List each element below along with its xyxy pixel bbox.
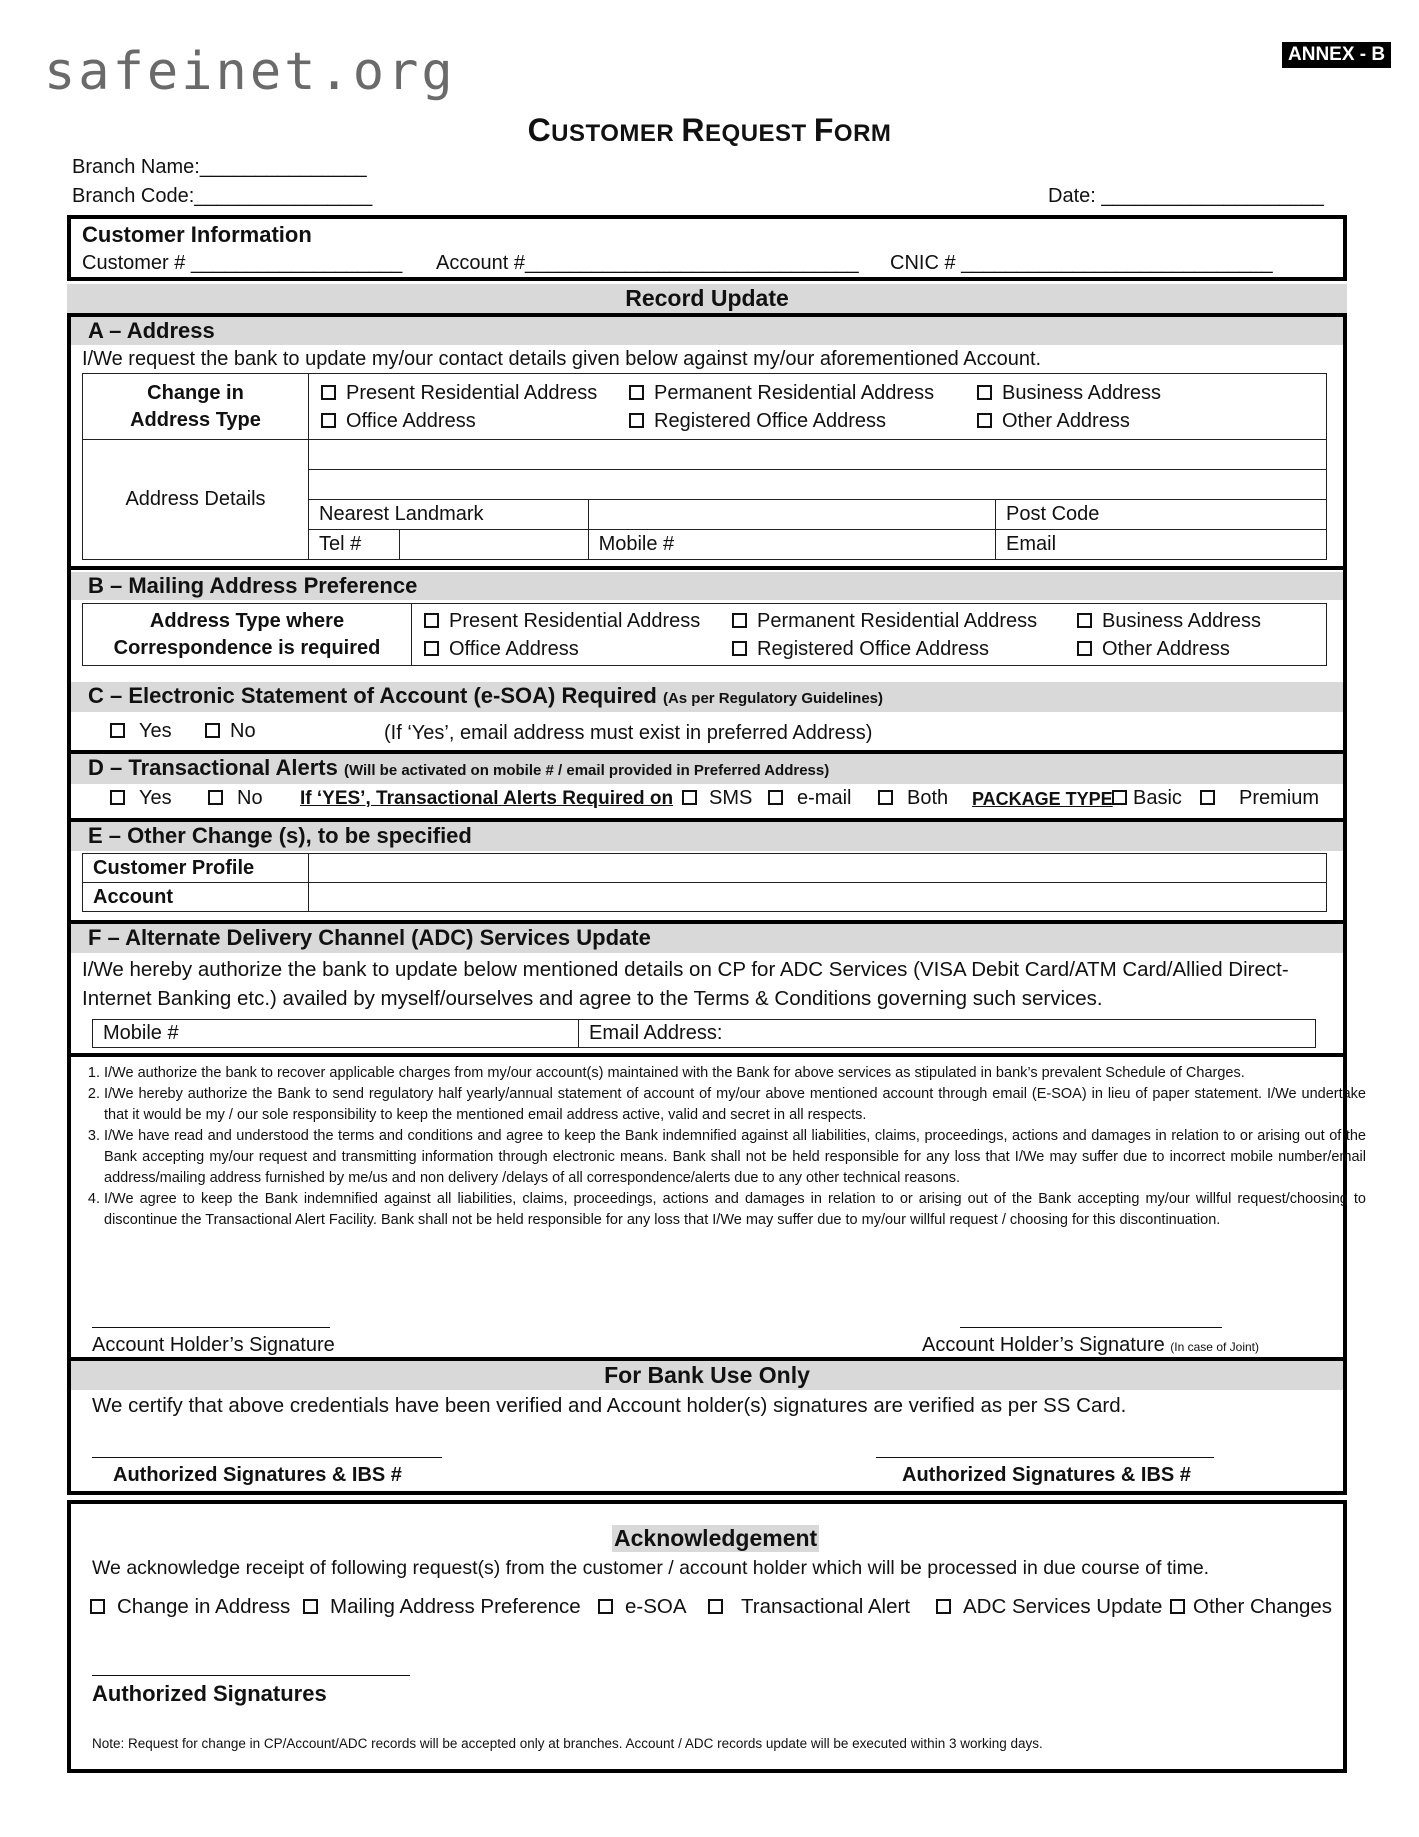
record-update-heading: Record Update: [625, 285, 789, 311]
bank-auth-signature-2: Authorized Signatures & IBS #: [902, 1464, 1191, 1486]
divider-ab: [67, 566, 1347, 570]
checkbox-icon[interactable]: [1077, 641, 1092, 656]
nearest-landmark-label: Nearest Landmark: [309, 500, 589, 530]
customer-number-field[interactable]: Customer # ___________________: [82, 252, 403, 274]
joint-signature-label: [922, 1334, 1259, 1357]
address-details-label: Address Details: [83, 440, 309, 560]
package-basic[interactable]: [1112, 787, 1182, 810]
b-option-label: Office Address: [449, 637, 579, 660]
term-item: 2. I/We hereby authorize the Bank to send regulatory half yearly/annual statement of account of my/our above mentioned account through email (E-SOA) in lieu of paper statement. I/We undertake that it would be my / our sole responsibility to keep the mentioned email address active, valid and secret in all respects.: [104, 1084, 1366, 1126]
section-c-heading: [88, 683, 883, 709]
alerts-yes-label: Yes: [139, 787, 172, 809]
adc-table: [92, 1019, 1316, 1048]
mobile-field[interactable]: Mobile #: [588, 530, 995, 560]
customer-profile-label: Customer Profile: [83, 854, 309, 883]
section-b-heading: B – Mailing Address Preference: [88, 573, 418, 598]
change-address-type-label: [83, 374, 309, 440]
bank-use-heading: For Bank Use Only: [604, 1362, 810, 1388]
b-option-label: Registered Office Address: [757, 637, 989, 660]
a-option-office[interactable]: [321, 407, 629, 435]
tel-input[interactable]: [400, 530, 589, 560]
branch-code-field[interactable]: Branch Code:________________: [72, 185, 373, 207]
other-change-table: [82, 853, 1327, 912]
a-option-business[interactable]: [977, 379, 1161, 407]
section-c-title: C – Electronic Statement of Account (e-SOA) Required: [88, 683, 657, 708]
section-e-heading: E – Other Change (s), to be specified: [88, 823, 472, 848]
ack-item-label: e-SOA: [625, 1595, 687, 1618]
checkbox-icon[interactable]: [1077, 613, 1092, 628]
checkbox-icon[interactable]: [878, 790, 893, 805]
checkbox-icon[interactable]: [732, 641, 747, 656]
adc-email-field[interactable]: Email Address:: [579, 1020, 1316, 1048]
package-premium-label: Premium: [1239, 787, 1320, 809]
ack-item-label: Change in Address: [117, 1595, 291, 1618]
ack-item-label: Other Changes: [1193, 1595, 1333, 1618]
b-option-label: Business Address: [1102, 609, 1261, 632]
address-table: [82, 373, 1327, 560]
address-line-1[interactable]: [309, 440, 1327, 470]
section-c-note: (As per Regulatory Guidelines): [662, 690, 883, 707]
a-option-present[interactable]: [321, 379, 629, 407]
account-number-field[interactable]: Account #______________________________: [436, 252, 859, 274]
title-orm: ORM: [833, 120, 892, 147]
esoa-yes-label: Yes: [139, 720, 172, 742]
watermark: safeinet.org: [44, 42, 456, 102]
ack-mailing-preference[interactable]: [303, 1595, 598, 1619]
account-change-label: Account: [83, 883, 309, 912]
checkbox-icon[interactable]: [205, 723, 220, 738]
checkbox-icon[interactable]: [321, 385, 336, 400]
esoa-hint: (If ‘Yes’, email address must exist in preferred Address): [384, 722, 873, 744]
checkbox-icon[interactable]: [424, 613, 439, 628]
mailing-label-1: Address Type where: [149, 609, 345, 632]
a-option-label: Office Address: [346, 409, 476, 432]
ack-item-label: Mailing Address Preference: [330, 1595, 581, 1618]
b-option-registered[interactable]: [732, 635, 1077, 663]
adc-mobile-field[interactable]: Mobile #: [93, 1020, 579, 1048]
title-f: F: [813, 112, 834, 148]
checkbox-icon[interactable]: [708, 1599, 723, 1614]
ack-note: Note: Request for change in CP/Account/ADC records will be accepted only at branches. Account / ADC records update will be executed within 3 working days.: [92, 1736, 1043, 1751]
b-option-label: Present Residential Address: [449, 609, 701, 632]
section-d-heading: [88, 755, 829, 781]
b-option-office[interactable]: [424, 635, 732, 663]
checkbox-icon[interactable]: [321, 413, 336, 428]
title-equest: EQUEST: [705, 120, 814, 147]
term-item: 3. I/We have read and understood the terms and conditions and agree to keep the Bank indemnified against all liabilities, claims, proceedings, actions and damages in relation to or arising out of the Bank accepting my/our request and transmitting information through electronic means. Bank shall not be held responsible for any loss that I/We may suffer due to incorrect mobile number/email address/mailing address furnished by me/us and non delivery /delays of all correspondence/alerts due to any other technical reasons.: [104, 1126, 1366, 1189]
a-option-label: Registered Office Address: [654, 409, 886, 432]
a-option-label: Permanent Residential Address: [654, 381, 935, 404]
term-item: 4. I/We agree to keep the Bank indemnified against all liabilities, claims, proceedings, actions and damages in relation to or arising out of the Bank accepting my/our willful request/choosing to discontinue the Transactional Alert Facility. Bank shall not be held responsible for any loss that I/We may suffer due to my/our willful request / choosing for this discontinuation.: [104, 1189, 1366, 1231]
mailing-table: [82, 603, 1327, 666]
a-option-label: Present Residential Address: [346, 381, 598, 404]
acknowledgement-text: We acknowledge receipt of following request(s) from the customer / account holder which will be processed in due course of time.: [92, 1557, 1210, 1579]
annex-badge: ANNEX - B: [1282, 42, 1391, 68]
b-option-present[interactable]: [424, 607, 732, 635]
alerts-both[interactable]: [878, 787, 948, 810]
package-basic-label: Basic: [1133, 787, 1182, 809]
a-option-other[interactable]: [977, 407, 1130, 435]
change-label-2: Address Type: [130, 408, 261, 431]
alerts-yes[interactable]: [110, 787, 172, 810]
nearest-landmark-input[interactable]: [588, 500, 995, 530]
checkbox-icon[interactable]: [208, 790, 223, 805]
holder-signature-label: Account Holder’s Signature: [92, 1334, 335, 1356]
b-option-label: Other Address: [1102, 637, 1230, 660]
esoa-no[interactable]: [205, 720, 256, 743]
mailing-label-2: Correspondence is required: [113, 636, 381, 659]
esoa-yes[interactable]: [110, 720, 172, 743]
ack-item-label: ADC Services Update: [963, 1595, 1163, 1618]
alerts-sms-label: SMS: [709, 787, 753, 809]
acknowledgement-heading: Acknowledgement: [614, 1525, 818, 1551]
bank-signature-line-1[interactable]: [92, 1457, 442, 1458]
checkbox-icon[interactable]: [90, 1599, 105, 1614]
checkbox-icon[interactable]: [598, 1599, 613, 1614]
address-type-options: [309, 374, 1327, 440]
section-f-intro-1: I/We hereby authorize the bank to update below mentioned details on CP for ADC Services (VISA Debit Card/ATM Card/Allied Direct-: [82, 958, 1289, 981]
ack-adc-services[interactable]: [936, 1595, 1170, 1619]
section-a-intro: I/We request the bank to update my/our contact details given below against my/our aforementioned Account.: [82, 348, 1042, 370]
customer-info-heading: Customer Information: [82, 222, 312, 247]
checkbox-icon[interactable]: [629, 385, 644, 400]
bank-certify-text: We certify that above credentials have been verified and Account holder(s) signatures are verified as per SS Card.: [92, 1394, 1127, 1417]
branch-name-field[interactable]: Branch Name:_______________: [72, 156, 367, 178]
a-option-registered[interactable]: [629, 407, 977, 435]
ack-signature-line[interactable]: [92, 1675, 410, 1676]
mailing-type-options: [412, 604, 1327, 666]
acknowledgement-items: [90, 1595, 1332, 1619]
tel-label: Tel #: [309, 530, 400, 560]
alerts-email[interactable]: [768, 787, 851, 810]
checkbox-icon[interactable]: [732, 613, 747, 628]
change-label-1: Change in: [147, 381, 244, 404]
account-change-input[interactable]: [309, 883, 1327, 912]
section-f-intro-2: Internet Banking etc.) availed by myself/ourselves and agree to the Terms & Conditions governing such services.: [82, 987, 1103, 1010]
checkbox-icon[interactable]: [303, 1599, 318, 1614]
checkbox-icon[interactable]: [110, 723, 125, 738]
package-type-label: PACKAGE TYPE: [972, 789, 1113, 809]
checkbox-icon[interactable]: [1112, 790, 1127, 805]
checkbox-icon[interactable]: [977, 385, 992, 400]
ack-change-address[interactable]: [90, 1595, 303, 1619]
checkbox-icon[interactable]: [1200, 790, 1215, 805]
title-c: C: [527, 112, 552, 148]
address-line-2[interactable]: [309, 470, 1327, 500]
date-field[interactable]: Date: ____________________: [1048, 185, 1324, 207]
alerts-sms[interactable]: [682, 787, 752, 810]
b-option-label: Permanent Residential Address: [757, 609, 1038, 632]
ack-esoa[interactable]: [598, 1595, 708, 1619]
checkbox-icon[interactable]: [424, 641, 439, 656]
customer-profile-input[interactable]: [309, 854, 1327, 883]
b-option-other[interactable]: [1077, 635, 1230, 663]
alerts-no[interactable]: [208, 787, 263, 810]
bank-auth-signature-1: Authorized Signatures & IBS #: [113, 1464, 402, 1486]
title-r: R: [681, 112, 706, 148]
post-code-field[interactable]: Post Code: [996, 500, 1327, 530]
section-a-heading: A – Address: [88, 318, 215, 343]
email-field[interactable]: Email: [996, 530, 1327, 560]
alerts-email-label: e-mail: [797, 787, 852, 809]
bank-signature-line-2[interactable]: [876, 1457, 1214, 1458]
ack-authorized-signatures: Authorized Signatures: [92, 1681, 327, 1706]
section-d-note: (Will be activated on mobile # / email provided in Preferred Address): [343, 762, 830, 779]
b-option-business[interactable]: [1077, 607, 1261, 635]
joint-note: (In case of Joint): [1170, 1340, 1260, 1354]
terms-list: [82, 1063, 1366, 1231]
section-a-bar: [71, 317, 1343, 345]
section-d-title: D – Transactional Alerts: [88, 755, 338, 780]
a-option-permanent[interactable]: [629, 379, 977, 407]
mailing-type-label: [83, 604, 412, 666]
signature-line-2[interactable]: [960, 1327, 1222, 1328]
divider-terms: [67, 1053, 1347, 1057]
checkbox-icon[interactable]: [936, 1599, 951, 1614]
b-option-permanent[interactable]: [732, 607, 1077, 635]
checkbox-icon[interactable]: [629, 413, 644, 428]
ack-transactional-alert[interactable]: [708, 1595, 936, 1619]
checkbox-icon[interactable]: [977, 413, 992, 428]
checkbox-icon[interactable]: [1170, 1599, 1185, 1614]
title-ustomer: USTOMER: [551, 120, 682, 147]
joint-signature-text: Account Holder’s Signature: [922, 1334, 1165, 1356]
checkbox-icon[interactable]: [768, 790, 783, 805]
ack-item-label: Transactional Alert: [741, 1595, 911, 1618]
form-title: [0, 112, 1419, 149]
section-f-heading: F – Alternate Delivery Channel (ADC) Services Update: [88, 925, 651, 950]
alerts-if-yes: If ‘YES’, Transactional Alerts Required on: [300, 788, 674, 809]
checkbox-icon[interactable]: [682, 790, 697, 805]
cnic-field[interactable]: CNIC # ____________________________: [890, 252, 1273, 274]
a-option-label: Business Address: [1002, 381, 1161, 404]
esoa-no-label: No: [230, 720, 256, 742]
alerts-both-label: Both: [907, 787, 949, 809]
a-option-label: Other Address: [1002, 409, 1130, 432]
ack-other-changes[interactable]: [1170, 1595, 1332, 1619]
alerts-no-label: No: [237, 787, 263, 809]
signature-line-1[interactable]: [92, 1327, 330, 1328]
package-premium[interactable]: [1200, 787, 1319, 810]
term-item: 1. I/We authorize the bank to recover applicable charges from my/our account(s) maintained with the Bank for above services as stipulated in bank’s prevalent Schedule of Charges.: [104, 1063, 1366, 1084]
checkbox-icon[interactable]: [110, 790, 125, 805]
